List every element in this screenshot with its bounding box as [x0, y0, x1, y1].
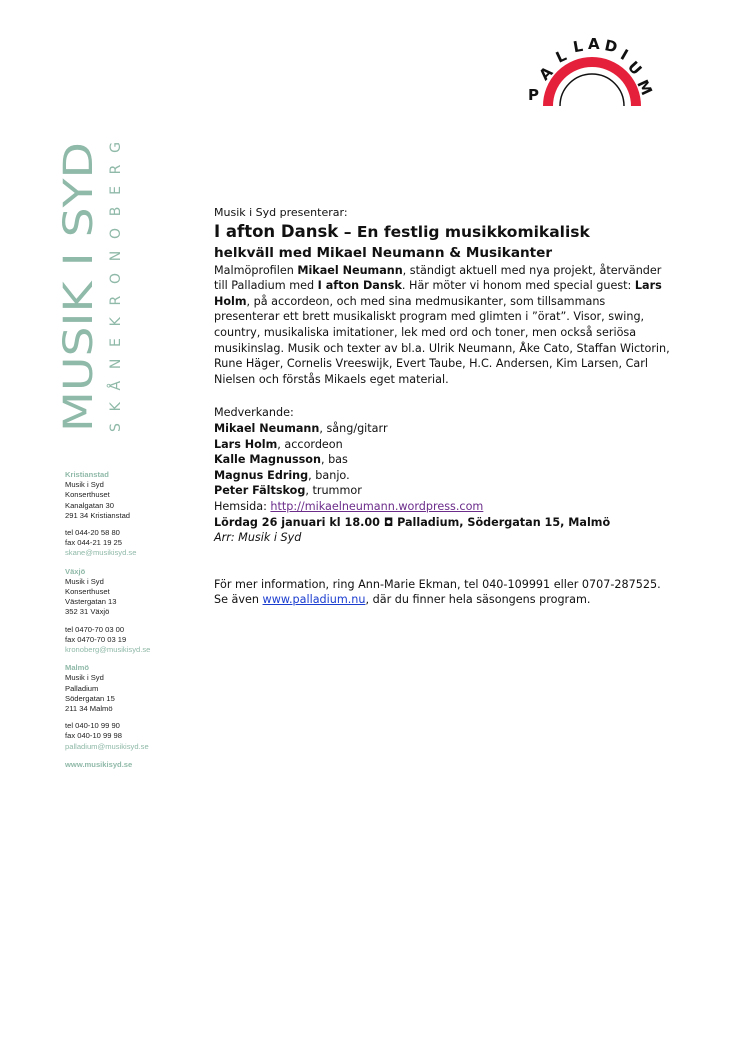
performer-name: Kalle Magnusson — [214, 453, 321, 467]
info-text: , där du finner hela säsongens program. — [365, 593, 591, 607]
svg-text:L: L — [552, 46, 570, 67]
performer — [214, 483, 674, 499]
office-vaxjo — [65, 567, 205, 656]
body-bold: I afton Dansk — [317, 279, 402, 293]
performer — [214, 452, 674, 468]
svg-text:SKÅNEKRONOBERG: SKÅNEKRONOBERG — [108, 142, 124, 432]
performers-heading: Medverkande: — [214, 406, 294, 420]
page-title — [214, 221, 674, 243]
performer — [214, 437, 674, 453]
office-line: Musik i Syd — [65, 673, 104, 683]
office-fax: fax 040-10 99 98 — [65, 731, 122, 741]
press-release — [214, 205, 674, 608]
office-line: Konserthuset — [65, 587, 110, 597]
office-line: 211 34 Malmö — [65, 704, 113, 714]
body-text: Malmöprofilen — [214, 263, 298, 277]
homepage-label: Hemsida: — [214, 499, 271, 513]
performer-name: Magnus Edring — [214, 468, 309, 482]
musik-i-syd-logo — [58, 140, 128, 440]
office-line: Musik i Syd — [65, 576, 104, 586]
office-kristianstad — [65, 470, 205, 559]
performers-list — [214, 405, 674, 499]
performer — [214, 468, 674, 484]
website-link[interactable]: www.musikisyd.se — [65, 759, 133, 769]
arranger: Arr: Musik i Syd — [214, 531, 302, 545]
page-subtitle: helkväll med Mikael Neumann & Musikanter — [214, 244, 553, 261]
svg-text:A: A — [588, 35, 600, 53]
event-details: Lördag 26 januari kl 18.00 ◘ Palladium, Södergatan 15, Malmö — [214, 515, 611, 529]
performer-name: Peter Fältskog — [214, 484, 306, 498]
office-tel: tel 0470-70 03 00 — [65, 624, 125, 634]
svg-text:MUSIK I SYD: MUSIK I SYD — [58, 186, 102, 432]
body-bold: Mikael Neumann — [297, 263, 403, 277]
performer-role: , banjo. — [308, 468, 350, 482]
office-tel: tel 044-20 58 80 — [65, 528, 120, 538]
office-fax: fax 044-21 19 25 — [65, 538, 122, 548]
svg-text:A: A — [535, 62, 557, 84]
palladium-link[interactable]: www.palladium.nu — [262, 593, 366, 607]
svg-text:U: U — [623, 57, 646, 79]
title-rest: – En festlig musikkomikalisk — [338, 222, 590, 241]
office-line: Västergatan 13 — [65, 597, 117, 607]
office-city: Växjö — [65, 566, 86, 576]
office-email[interactable]: palladium@musikisyd.se — [65, 741, 149, 751]
palladium-logo — [526, 28, 658, 108]
office-line: Musik i Syd — [65, 480, 104, 490]
title-bold: I afton Dansk — [214, 221, 339, 241]
office-line: Kanalgatan 30 — [65, 500, 114, 510]
body-bold: Lars Holm — [214, 279, 662, 308]
body-text: , på accordeon, och med sina medmusikanter, som tillsammans presenterar ett brett musikaliskt program med glimten i ”örat”. Visor, swing, country, musikaliska imitationer, lek med ord och toner, men också seriösa musikinslag. Musik och texter av bl.a. Ulrik Neumann, Åke Cato, Staffan Wictorin, Rune Häger, Cornelis Vreeswijk, Evert Taube, H.C. Andersen, Kim Larsen, Carl Nielsen och förstås Mikaels eget material. — [214, 294, 670, 386]
performer-role: , trummor — [305, 484, 362, 498]
office-malmo — [65, 663, 205, 752]
body-paragraph — [214, 263, 674, 388]
intro-text: Musik i Syd presenterar: — [214, 206, 348, 219]
office-fax: fax 0470-70 03 19 — [65, 634, 127, 644]
office-line: Palladium — [65, 683, 99, 693]
svg-text:L: L — [571, 36, 585, 57]
office-tel: tel 040-10 99 90 — [65, 721, 120, 731]
sidebar-contacts — [65, 470, 205, 770]
performer-name: Lars Holm — [214, 437, 278, 451]
body-text: . Här möter vi honom med special guest: — [401, 279, 635, 293]
homepage-line — [214, 499, 674, 515]
info-line: För mer information, ring Ann-Marie Ekman, tel 040-109991 eller 0707-287525. — [214, 577, 661, 591]
office-city: Malmö — [65, 663, 90, 673]
performer-role: , bas — [320, 453, 348, 467]
svg-text:D: D — [603, 36, 619, 57]
office-email[interactable]: kronoberg@musikisyd.se — [65, 645, 151, 655]
office-city: Kristianstad — [65, 470, 109, 479]
info-line-2 — [214, 592, 674, 608]
office-line: Konserthuset — [65, 490, 110, 500]
svg-text:P: P — [528, 86, 539, 104]
performer — [214, 421, 674, 437]
svg-text:I: I — [617, 45, 632, 64]
performer-role: , accordeon — [277, 437, 343, 451]
office-line: 352 31 Växjö — [65, 607, 110, 617]
office-line: 291 34 Kristianstad — [65, 510, 131, 520]
office-line: Södergatan 15 — [65, 693, 115, 703]
performer-role: , sång/gitarr — [319, 421, 388, 435]
homepage-link[interactable]: http://mikaelneumann.wordpress.com — [270, 499, 484, 513]
svg-text:M: M — [633, 76, 656, 99]
body-text: , ständigt aktuell med nya projekt, återvänder till Palladium med — [214, 263, 662, 293]
info-text: Se även — [214, 593, 263, 607]
performer-name: Mikael Neumann — [214, 421, 320, 435]
office-email[interactable]: skane@musikisyd.se — [65, 548, 137, 558]
